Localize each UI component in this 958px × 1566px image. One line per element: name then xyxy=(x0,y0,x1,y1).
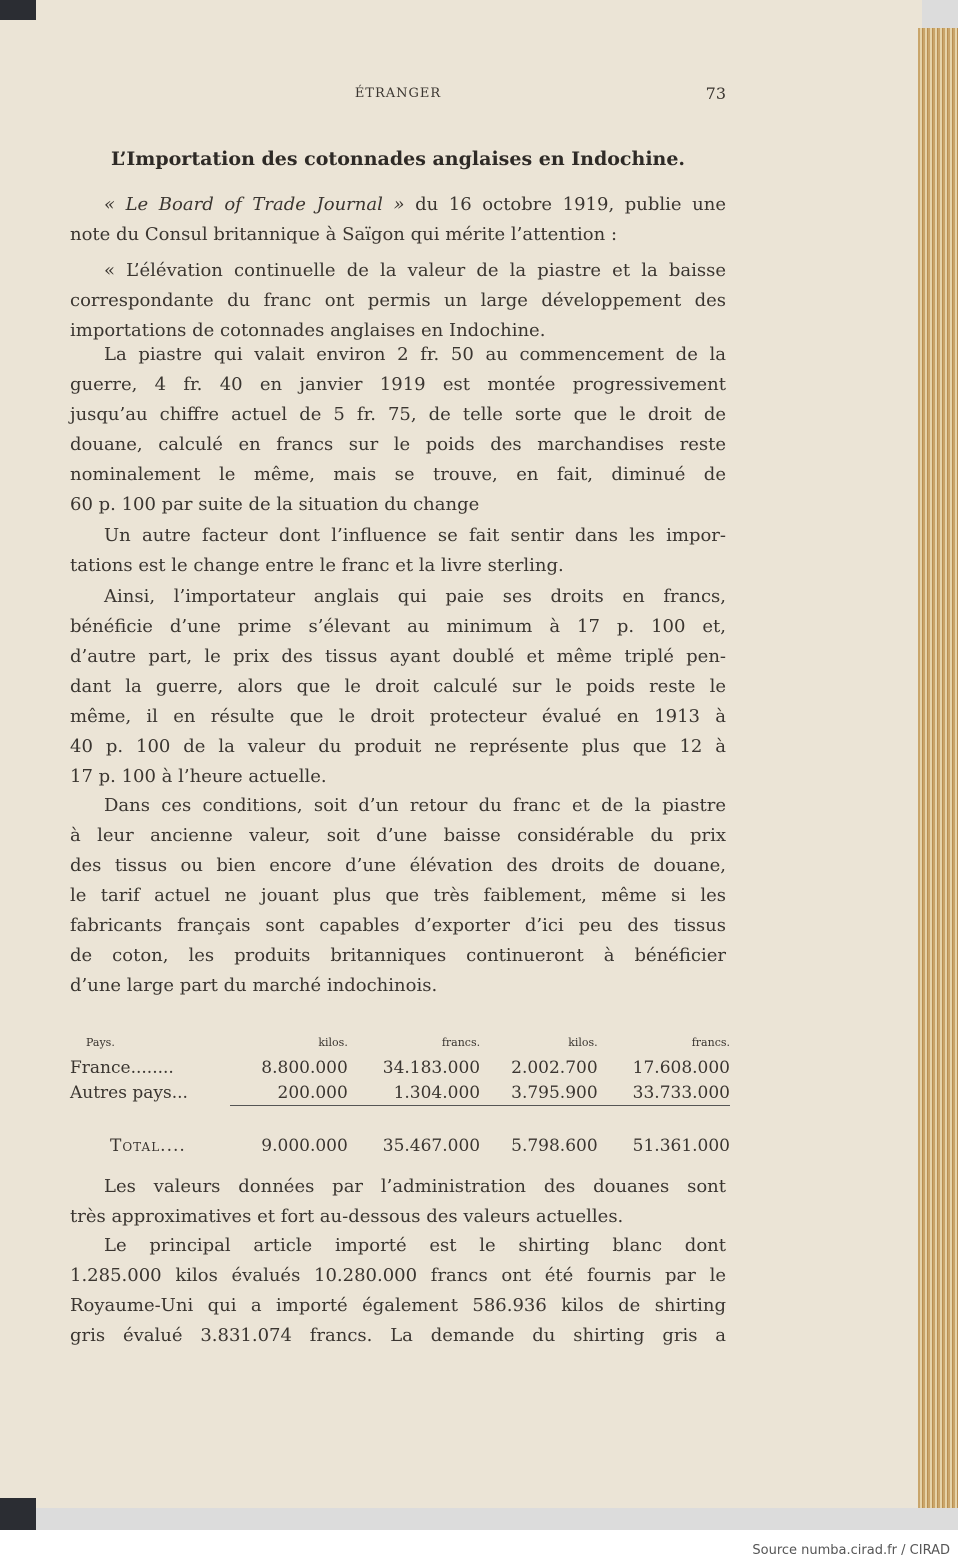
paragraph xyxy=(70,256,726,346)
text-line: des tissus ou bien encore d’une élévation des droits de douane, xyxy=(70,855,726,876)
text-line: même, il en résulte que le droit protecteur évalué en 1913 à xyxy=(70,706,726,727)
total-rule xyxy=(70,1106,730,1131)
text-line: 17 p. 100 à l’heure actuelle. xyxy=(70,766,327,787)
column-header: Pays. xyxy=(86,1036,115,1049)
text-line: Royaume-Uni qui a importé également 586.936 kilos de shirting xyxy=(70,1295,726,1316)
rule-cell xyxy=(348,1106,480,1131)
table-cell: 1.304.000 xyxy=(393,1082,481,1103)
page-edges xyxy=(918,28,958,1508)
column-header: francs. xyxy=(691,1036,730,1049)
paragraph xyxy=(70,340,726,520)
text-line: dant la guerre, alors que le droit calculé sur le poids reste le xyxy=(70,676,726,697)
column-header: kilos. xyxy=(568,1036,598,1049)
rule-cell xyxy=(598,1106,730,1131)
import-table xyxy=(70,1036,730,1161)
table-cell: 34.183.000 xyxy=(382,1057,481,1078)
text-line: Les valeurs données par l’administration des douanes sont xyxy=(104,1176,726,1197)
text-line: « Le Board of Trade Journal » du 16 octobre 1919, publie une xyxy=(104,194,726,215)
text-line: Ainsi, l’importateur anglais qui paie ses droits en francs, xyxy=(104,586,726,607)
text-line: d’une large part du marché indochinois. xyxy=(70,975,438,996)
table-row xyxy=(70,1055,730,1080)
table-cell: 2.002.700 xyxy=(511,1057,598,1078)
scan-marker-bottom xyxy=(0,1498,36,1530)
page-number: 73 xyxy=(705,84,726,103)
paragraph xyxy=(70,1172,726,1232)
rule-cell xyxy=(70,1106,230,1131)
paragraph-intro xyxy=(70,190,726,250)
journal-name: « Le Board of Trade Journal » xyxy=(104,194,405,215)
text-line: le tarif actuel ne jouant plus que très faiblement, même si les xyxy=(70,885,726,906)
table-cell: 8.800.000 xyxy=(261,1057,348,1078)
page-header xyxy=(70,86,726,108)
total-row xyxy=(70,1131,730,1161)
table-cell: 200.000 xyxy=(277,1082,348,1103)
paragraph xyxy=(70,791,726,1001)
source-credit: Source numba.cirad.fr / CIRAD xyxy=(752,1543,950,1558)
paragraph xyxy=(70,582,726,792)
total-cell: 35.467.000 xyxy=(382,1135,481,1156)
table-cell: 17.608.000 xyxy=(632,1057,730,1078)
article-title: L’Importation des cotonnades anglaises en Indochine. xyxy=(110,148,686,170)
table-cell: 3.795.900 xyxy=(511,1082,598,1103)
text-line: Un autre facteur dont l’influence se fait sentir dans les impor- xyxy=(104,525,726,546)
text-line: correspondante du franc ont permis un large développement des xyxy=(70,290,726,311)
rule-cell xyxy=(230,1106,348,1131)
running-title: ÉTRANGER xyxy=(354,86,442,101)
text-line: gris évalué 3.831.074 francs. La demande du shirting gris a xyxy=(70,1325,726,1346)
rule-cell xyxy=(480,1106,598,1131)
total-cell: 5.798.600 xyxy=(511,1135,598,1156)
table-row xyxy=(70,1080,730,1106)
text-line: à leur ancienne valeur, soit d’une baisse considérable du prix xyxy=(70,825,726,846)
table-cell: Autres pays... xyxy=(70,1082,188,1103)
scan-marker-top xyxy=(0,0,36,20)
total-cell: 9.000.000 xyxy=(261,1135,348,1156)
text-line: importations de cotonnades anglaises en Indochine. xyxy=(70,320,546,341)
total-cell: 51.361.000 xyxy=(632,1135,730,1156)
table-cell: 33.733.000 xyxy=(632,1082,730,1103)
paragraph xyxy=(70,521,726,581)
text-line: douane, calculé en francs sur le poids des marchandises reste xyxy=(70,434,726,455)
total-cell: Total.... xyxy=(110,1135,186,1156)
text-line: guerre, 4 fr. 40 en janvier 1919 est montée progressivement xyxy=(70,374,726,395)
text-line: très approximatives et fort au-dessous des valeurs actuelles. xyxy=(70,1206,624,1227)
text-line: 60 p. 100 par suite de la situation du change xyxy=(70,494,480,515)
text-line: d’autre part, le prix des tissus ayant doublé et même triplé pen- xyxy=(70,646,726,667)
paragraph xyxy=(70,1231,726,1351)
text-line: note du Consul britannique à Saïgon qui mérite l’attention : xyxy=(70,224,618,245)
column-header: francs. xyxy=(441,1036,481,1049)
text-line: « L’élévation continuelle de la valeur de la piastre et la baisse xyxy=(104,260,726,281)
text-line: fabricants français sont capables d’exporter d’ici peu des tissus xyxy=(70,915,726,936)
text-line: 1.285.000 kilos évalués 10.280.000 francs ont été fournis par le xyxy=(70,1265,726,1286)
text-line: jusqu’au chiffre actuel de 5 fr. 75, de telle sorte que le droit de xyxy=(70,404,726,425)
text-line: Le principal article importé est le shirting blanc dont xyxy=(104,1235,726,1256)
text-line: de coton, les produits britanniques continueront à bénéficier xyxy=(70,945,726,966)
column-header: kilos. xyxy=(318,1036,348,1049)
text-line: Dans ces conditions, soit d’un retour du franc et de la piastre xyxy=(104,795,726,816)
text-line: tations est le change entre le franc et la livre sterling. xyxy=(70,555,564,576)
text-line: La piastre qui valait environ 2 fr. 50 au commencement de la xyxy=(104,344,726,365)
text-line: bénéficie d’une prime s’élevant au minimum à 17 p. 100 et, xyxy=(70,616,726,637)
text-line: 40 p. 100 de la valeur du produit ne représente plus que 12 à xyxy=(70,736,726,757)
text-line: nominalement le même, mais se trouve, en fait, diminué de xyxy=(70,464,726,485)
table-cell: France........ xyxy=(70,1057,174,1078)
